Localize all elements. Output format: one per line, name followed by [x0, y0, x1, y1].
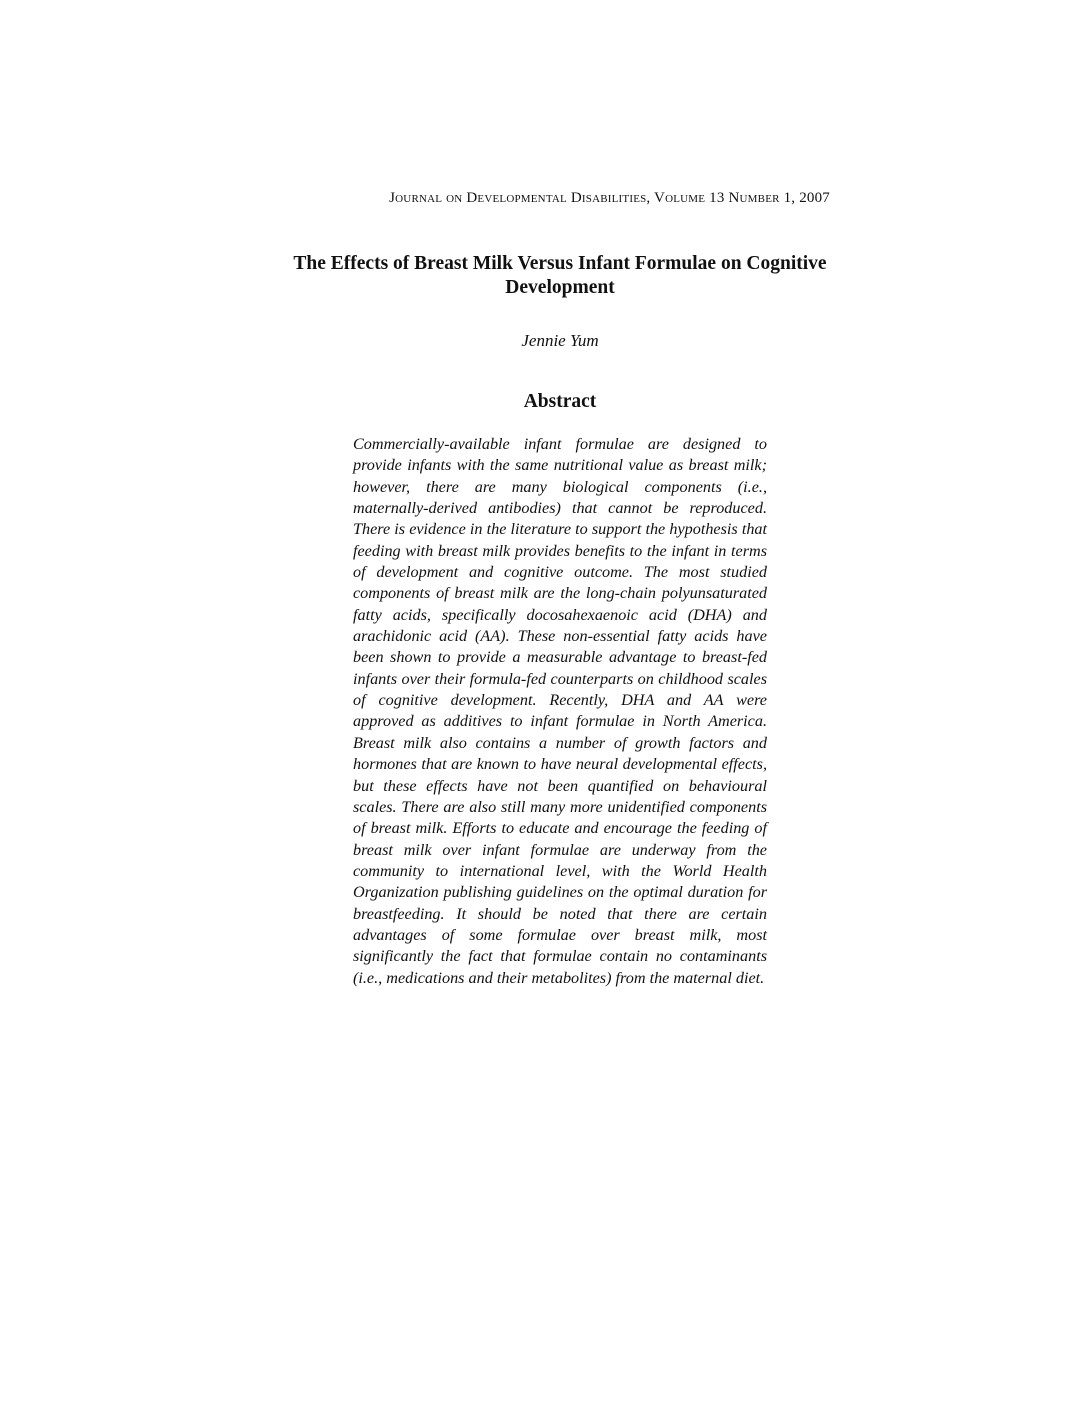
article-title: The Effects of Breast Milk Versus Infant Formulae on Cognitive Development [293, 253, 827, 298]
abstract-text: Commercially-available infant formulae are designed to provide infants with the same nutritional value as breast milk; however, there are many biological components (i.e., maternally-derived antibodies) that cannot be reproduced. There is evidence in the literature to support the hypothesis that feeding with breast milk provides benefits to the infant in terms of development and cognitive outcome. The most studied components of breast milk are the long-chain polyunsaturated fatty acids, specifically docosahexaenoic acid (DHA) and arachidonic acid (AA). These non-essential fatty acids have been shown to provide a measurable advantage to breast-fed infants over their formula-fed counterparts on childhood scales of cognitive development. Recently, DHA and AA were approved as additives to infant formulae in North America. Breast milk also contains a number of growth factors and hormones that are known to have neural developmental effects, but these effects have not been quantified on behavioural scales. There are also still many more unidentified components of breast milk. Efforts to educate and encourage the feeding of breast milk over infant formulae are underway from the community to international level, with the World Health Organization publishing guidelines on the optimal duration for breastfeeding. It should be noted that there are certain advantages of some formulae over breast milk, most significantly the fact that formulae contain no contaminants (i.e., medications and their metabolites) from the maternal diet. [353, 435, 767, 987]
abstract-heading: Abstract [523, 391, 597, 412]
running-header: Journal on Developmental Disabilities, Volume 13 Number 1, 2007 [389, 190, 830, 206]
author-name: Jennie Yum [521, 331, 599, 350]
